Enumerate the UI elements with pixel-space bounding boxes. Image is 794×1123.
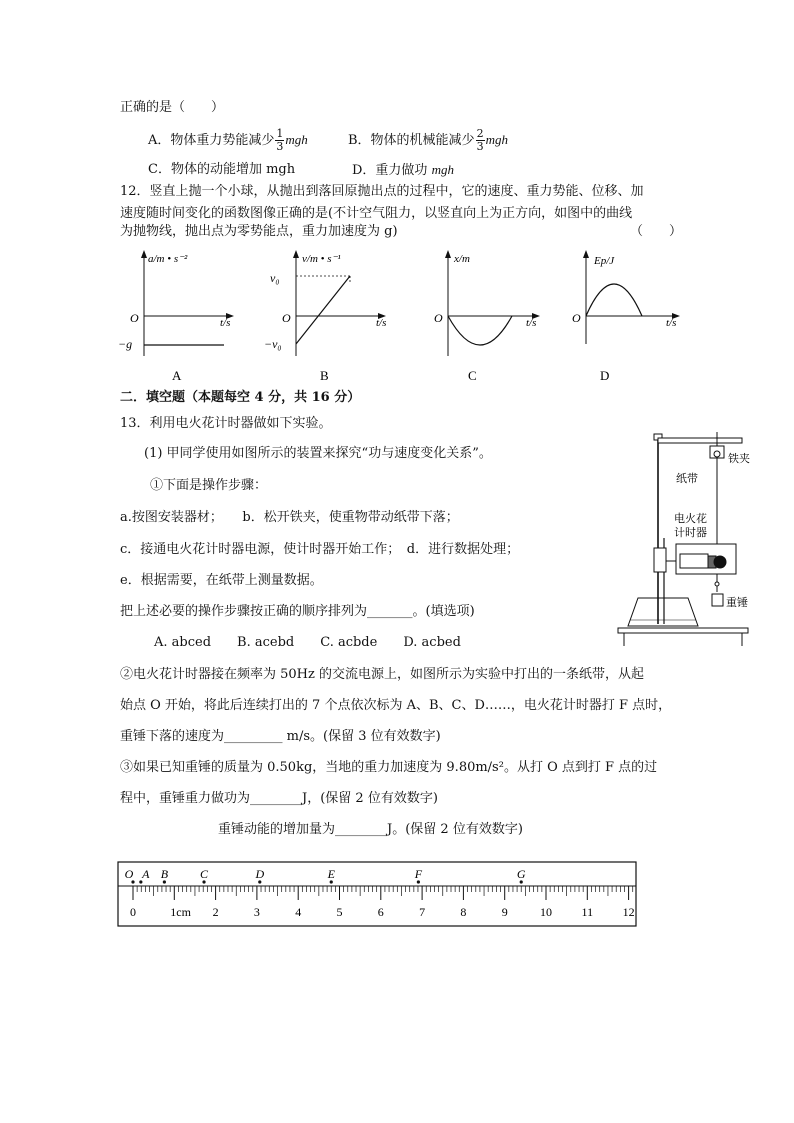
- q13-steps-cd: c．接通电火花计时器电源，使计时器开始工作； d．进行数据处理；: [120, 542, 520, 557]
- ruler-tick-label: 11: [581, 905, 594, 919]
- apparatus-label-timer-2: 计时器: [674, 527, 707, 539]
- apparatus-label-weight: 重锤: [726, 597, 748, 609]
- graph-c-curve: [448, 316, 512, 345]
- q13-steps-ab: a.按图安装器材； b．松开铁夹，使重物带动纸带下落；: [120, 510, 459, 525]
- tape-point-label: A: [142, 867, 150, 881]
- graph-c-origin: O: [434, 311, 443, 325]
- q13-order-question: 把上述必要的操作步骤按正确的顺序排列为_______。(填选项): [120, 604, 475, 619]
- q13-order-choices: A. abced B. acebd C. acbde D. acbed: [154, 635, 461, 650]
- graph-b-xlabel: t/s: [376, 317, 387, 329]
- graph-c-xlabel: t/s: [526, 317, 537, 329]
- section-2-heading: 二．填空题（本题每空 4 分，共 16 分）: [120, 390, 361, 405]
- graph-d-curve: [586, 284, 642, 316]
- graph-d-caption: D: [600, 368, 610, 383]
- apparatus-label-clamp: 铁夹: [728, 453, 750, 465]
- ruler-tick-label: 5: [336, 905, 343, 919]
- q12-line-3: 为抛物线，抛出点为零势能点，重力加速度为 g): [120, 224, 398, 239]
- ruler-tick-label: 2: [212, 905, 219, 919]
- graph-b-caption: B: [320, 368, 329, 383]
- q11-stem: 正确的是（ ）: [120, 100, 225, 115]
- q12-line-1: 12．竖直上抛一个小球，从抛出到落回原抛出点的过程中，它的速度、重力势能、位移、加: [120, 184, 644, 199]
- graph-d-y-arrow: [583, 250, 589, 258]
- graph-b-neg-v0: −v₀: [264, 337, 282, 351]
- graph-d-ylabel: Ep/J: [594, 255, 615, 267]
- graph-a-ylabel: a/m • s⁻²: [148, 253, 188, 265]
- apparatus-top-arm: [658, 438, 742, 443]
- graph-a-caption: A: [172, 368, 182, 383]
- q11-option-d: D．重力做功 mgh: [352, 162, 454, 178]
- q11-option-a: A．物体重力势能减少 $\frac{1}{3}$ mgh: [148, 127, 308, 153]
- apparatus-label-tape: 纸带: [676, 473, 698, 485]
- apparatus-figure: [616, 428, 756, 648]
- tape-point-label: O: [124, 867, 134, 881]
- tape-point-label: E: [327, 867, 335, 881]
- graph-a-origin: O: [130, 311, 139, 325]
- graph-a: [118, 248, 238, 388]
- tape-point-label: G: [516, 867, 526, 881]
- graph-d-xlabel: t/s: [666, 317, 677, 329]
- ruler-tick-label: 8: [460, 905, 467, 919]
- fraction-one-third: $\frac{1}{3}$: [276, 127, 284, 153]
- graph-a-y-arrow: [141, 250, 147, 258]
- graph-b-v0: v₀: [270, 271, 280, 285]
- graph-a-xlabel: t/s: [220, 317, 231, 329]
- apparatus-label-timer-1: 电火花: [674, 513, 707, 525]
- apparatus-weight: [712, 594, 723, 606]
- tape-point-label: D: [255, 867, 265, 881]
- q13-sub-2-line-1: ②电火花计时器接在频率为 50Hz 的交流电源上，如图所示为实验中打出的一条纸带，从起: [120, 667, 644, 682]
- q13-sub-3-line-1: ③如果已知重锤的质量为 0.50kg，当地的重力加速度为 9.80m/s²。从打 O 点到打 F 点的过: [120, 760, 658, 775]
- q13-sub-3-line-2: 程中，重锤重力做功为________J，(保留 2 位有效数字): [120, 791, 438, 806]
- tape-point-label: C: [200, 867, 209, 881]
- q12-answer-paren: （ ）: [630, 224, 683, 239]
- graph-c-y-arrow: [445, 250, 451, 258]
- ruler-tick-label: 9: [501, 905, 508, 919]
- ruler-tick-label: 3: [253, 905, 260, 919]
- graph-c-ylabel: x/m: [454, 253, 470, 265]
- ruler-tick-label: 1cm: [170, 905, 191, 919]
- q11-option-a-text: A．物体重力势能减少: [148, 133, 275, 148]
- q11-option-b: B．物体的机械能减少 $\frac{2}{3}$ mgh: [348, 127, 508, 153]
- q13-sub-1: ①下面是操作步骤：: [150, 478, 268, 493]
- q13-intro: 13．利用电火花计时器做如下实验。: [120, 416, 332, 431]
- q12-line-2: 速度随时间变化的函数图像正确的是(不计空气阻力，以竖直向上为正方向，如图中的曲线: [120, 206, 633, 221]
- q13-sub-3-line-3: 重锤动能的增加量为________J。(保留 2 位有效数字): [218, 822, 523, 837]
- ruler-figure: [116, 858, 640, 930]
- ruler-tick-label: 6: [377, 905, 384, 919]
- ruler-tick-label: 10: [540, 905, 552, 919]
- apparatus-spark-wheel: [714, 556, 726, 568]
- graph-d: [568, 248, 688, 388]
- ruler-tick-label: 12: [622, 905, 635, 919]
- q13-step-e: e．根据需要，在纸带上测量数据。: [120, 573, 323, 588]
- graph-b-origin: O: [282, 311, 291, 325]
- ruler-tick-label: 0: [130, 905, 136, 919]
- graph-b: [262, 248, 392, 388]
- ruler-tick-label: 7: [419, 905, 426, 919]
- graph-a-level: −g: [118, 337, 133, 351]
- graph-b-y-arrow: [293, 250, 299, 258]
- graph-c-caption: C: [468, 368, 477, 383]
- graph-c: [428, 248, 548, 388]
- graph-b-ylabel: v/m • s⁻¹: [302, 253, 341, 265]
- graph-d-origin: O: [572, 311, 581, 325]
- q11-option-b-text: B．物体的机械能减少: [348, 133, 475, 148]
- q11-option-c: C．物体的动能增加 mgh: [148, 162, 296, 177]
- apparatus-base: [628, 598, 698, 626]
- tape-point-label: B: [160, 867, 169, 881]
- q13-part-1: (1) 甲同学使用如图所示的装置来探究“功与速度变化关系”。: [144, 446, 492, 461]
- apparatus-table-top: [618, 628, 748, 633]
- fraction-two-thirds: $\frac{2}{3}$: [476, 127, 484, 153]
- q13-sub-2-line-3: 重锤下落的速度为_________ m/s。(保留 3 位有效数字): [120, 729, 441, 744]
- graph-b-curve: [296, 276, 350, 344]
- q13-sub-2-line-2: 始点 O 开始，将此后连续打出的 7 个点依次标为 A、B、C、D……，电火花计时器打 F 点时，: [120, 698, 672, 713]
- ruler-tick-label: 4: [295, 905, 302, 919]
- tape-point-label: F: [414, 867, 423, 881]
